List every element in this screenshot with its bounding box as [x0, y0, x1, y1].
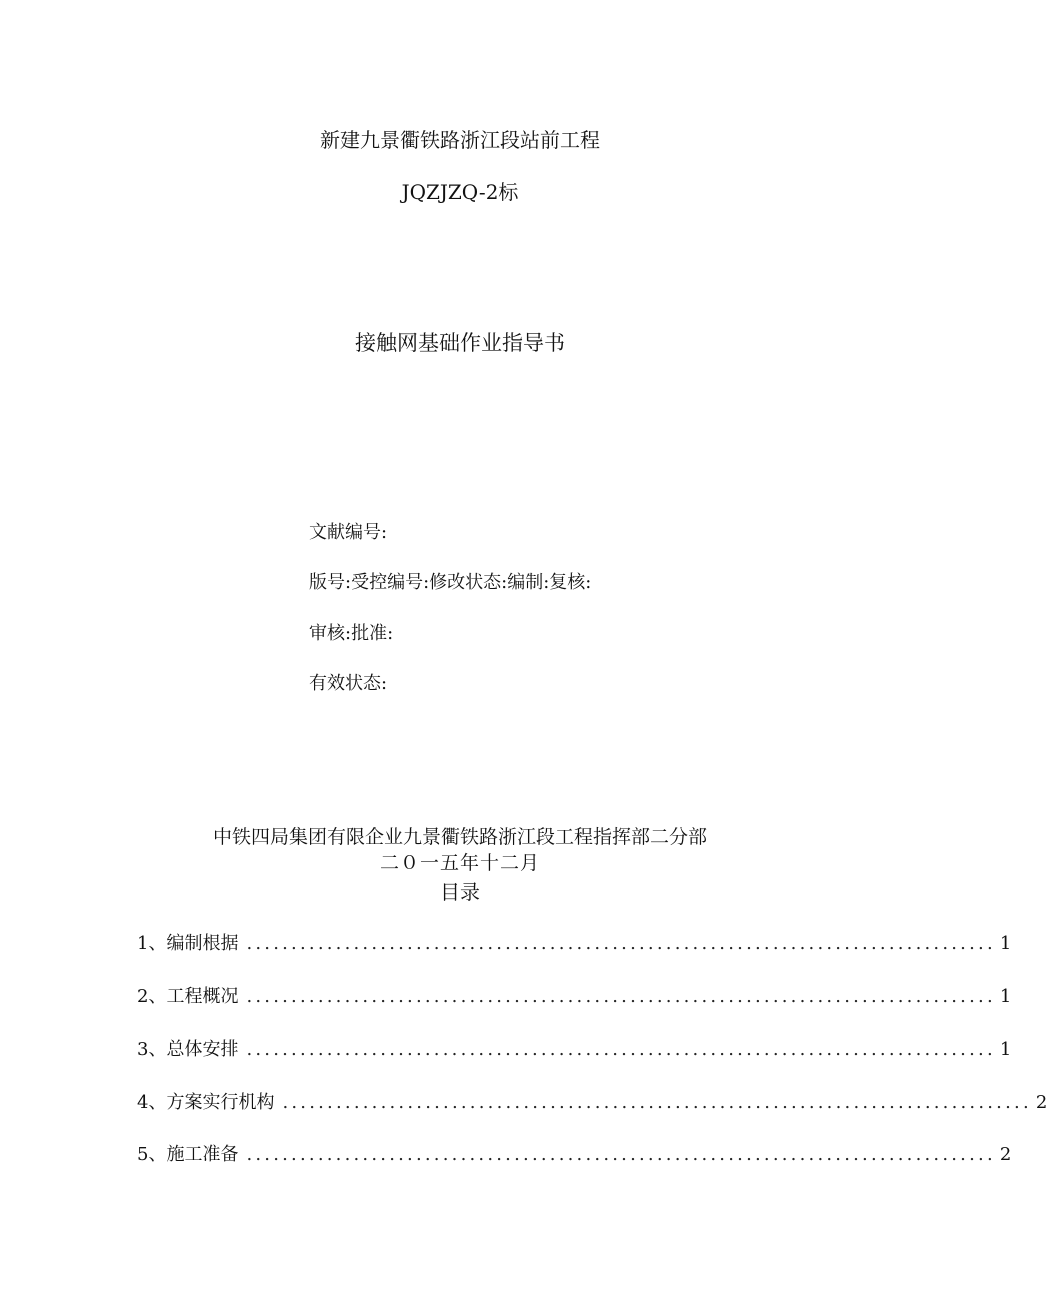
- toc-leader-dots: ....................................................................................: [282, 1092, 1032, 1113]
- project-title: 新建九景衢铁路浙江段站前工程: [320, 128, 600, 152]
- toc-page-number: 1: [999, 933, 1012, 954]
- document-number-line: 文献编号:: [309, 522, 388, 543]
- toc-entry[interactable]: [137, 1140, 1012, 1168]
- toc-leader-dots: ....................................................................................: [246, 986, 996, 1007]
- toc-entry[interactable]: [137, 1088, 1047, 1116]
- toc-entry-label: 5、施工准备: [137, 1144, 239, 1165]
- version-control-line: 版号:受控编号:修改状态:编制:复核:: [309, 572, 592, 593]
- toc-page-number: 2: [999, 1144, 1012, 1165]
- toc-entry[interactable]: [137, 982, 1012, 1010]
- toc-entry[interactable]: [137, 929, 1012, 957]
- toc-entry-label: 1、编制根据: [137, 933, 239, 954]
- validity-status-line: 有效状态:: [309, 673, 388, 694]
- issue-date: 二０一五年十二月: [379, 852, 540, 874]
- toc-heading: 目录: [440, 880, 480, 904]
- toc-entry-label: 2、工程概况: [137, 986, 239, 1007]
- toc-leader-dots: ....................................................................................: [246, 933, 996, 954]
- section-title: JQZJZQ-2标: [401, 180, 519, 204]
- toc-leader-dots: ....................................................................................: [246, 1144, 996, 1165]
- toc-entry[interactable]: [137, 1035, 1012, 1063]
- toc-page-number: 1: [999, 1039, 1012, 1060]
- toc-page-number: 2: [1035, 1092, 1047, 1113]
- organization-name: 中铁四局集团有限企业九景衢铁路浙江段工程指挥部二分部: [212, 826, 707, 848]
- document-title: 接触网基础作业指导书: [355, 331, 565, 355]
- approval-line: 审核:批准:: [309, 623, 394, 644]
- toc-leader-dots: ....................................................................................: [246, 1039, 996, 1060]
- toc-entry-label: 3、总体安排: [137, 1039, 239, 1060]
- toc-entry-label: 4、方案实行机构: [137, 1092, 275, 1113]
- toc-page-number: 1: [999, 986, 1012, 1007]
